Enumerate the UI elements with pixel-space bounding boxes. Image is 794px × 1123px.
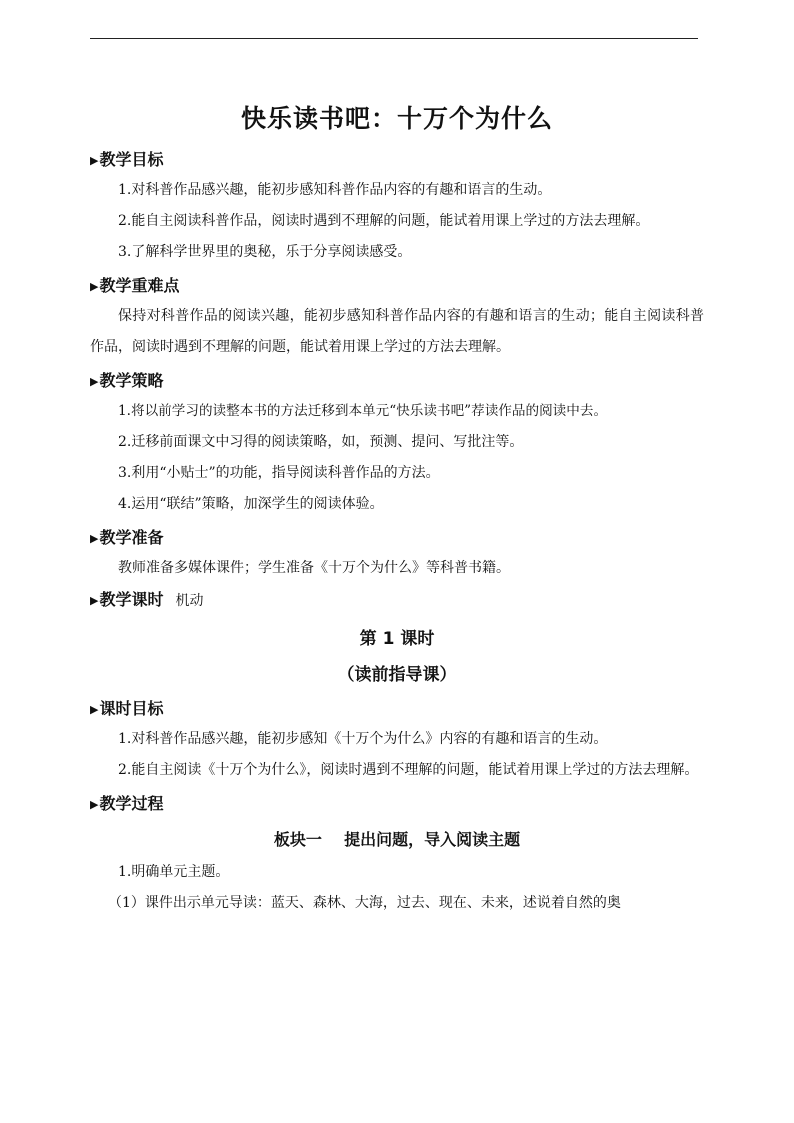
goal-item: 3.了解科学世界里的奥秘，乐于分享阅读感受。 [118, 244, 412, 260]
process-sub-step: （1）课件出示单元导读：蓝天、森林、大海，过去、现在、未来，述说着自然的奥 [108, 895, 621, 911]
triangle-bullet-icon: ▶ [90, 703, 99, 716]
strategy-item: 2.迁移前面课文中习得的阅读策略，如，预测、提问、写批注等。 [118, 434, 524, 450]
lesson-goal-item: 1.对科普作品感兴趣，能初步感知《十万个为什么》内容的有趣和语言的生动。 [118, 731, 608, 747]
page-title: 快乐读书吧：十万个为什么 [240, 104, 553, 133]
strategy-item: 4.运用“联结”策略，加深学生的阅读体验。 [118, 496, 384, 512]
hours-value: 机动 [175, 593, 204, 609]
section-heading-goals [90, 144, 704, 175]
triangle-bullet-icon: ▶ [90, 532, 99, 545]
lesson-goal-item: 2.能自主阅读《十万个为什么》，阅读时遇到不理解的问题，能试着用课上学过的方法去理解。 [118, 762, 699, 778]
section-heading-key-points [90, 270, 704, 301]
heading-text: 课时目标 [99, 699, 164, 718]
heading-text: 教学过程 [99, 794, 164, 813]
goal-item: 1.对科普作品感兴趣，能初步感知科普作品内容的有趣和语言的生动。 [118, 182, 552, 198]
heading-text: 教学重难点 [99, 276, 180, 295]
key-points-text: 保持对科普作品的阅读兴趣，能初步感知科普作品内容的有趣和语言的生动；能自主阅读科普作品，阅读时遇到不理解的问题，能试着用课上学过的方法去理解。 [90, 308, 704, 355]
triangle-bullet-icon: ▶ [90, 375, 99, 388]
header-rule [90, 38, 698, 39]
strategy-item: 3.利用“小贴士”的功能，指导阅读科普作品的方法。 [118, 465, 440, 481]
heading-text: 教学课时 [99, 590, 164, 609]
section-heading-process [90, 788, 704, 819]
process-step: 1.明确单元主题。 [118, 864, 230, 880]
block-title: 板块一 提出问题，导入阅读主题 [273, 830, 521, 849]
heading-text: 教学准备 [99, 528, 164, 547]
prep-text: 教师准备多媒体课件；学生准备《十万个为什么》等科普书籍。 [118, 560, 510, 576]
triangle-bullet-icon: ▶ [90, 594, 99, 607]
heading-text: 教学策略 [99, 371, 164, 390]
goal-item: 2.能自主阅读科普作品，阅读时遇到不理解的问题，能试着用课上学过的方法去理解。 [118, 213, 650, 229]
section-heading-prep [90, 522, 704, 553]
triangle-bullet-icon: ▶ [90, 154, 99, 167]
strategy-item: 1.将以前学习的读整本书的方法迁移到本单元“快乐读书吧”荐读作品的阅读中去。 [118, 403, 608, 419]
lesson-title: 第 1 课时 [359, 629, 435, 649]
document-body [90, 94, 704, 919]
heading-text: 教学目标 [99, 150, 164, 169]
section-heading-lesson-goals [90, 693, 704, 724]
lesson-subtitle: （读前指导课） [337, 665, 457, 685]
section-heading-hours [90, 584, 704, 615]
triangle-bullet-icon: ▶ [90, 280, 99, 293]
section-heading-strategy [90, 365, 704, 396]
triangle-bullet-icon: ▶ [90, 798, 99, 811]
